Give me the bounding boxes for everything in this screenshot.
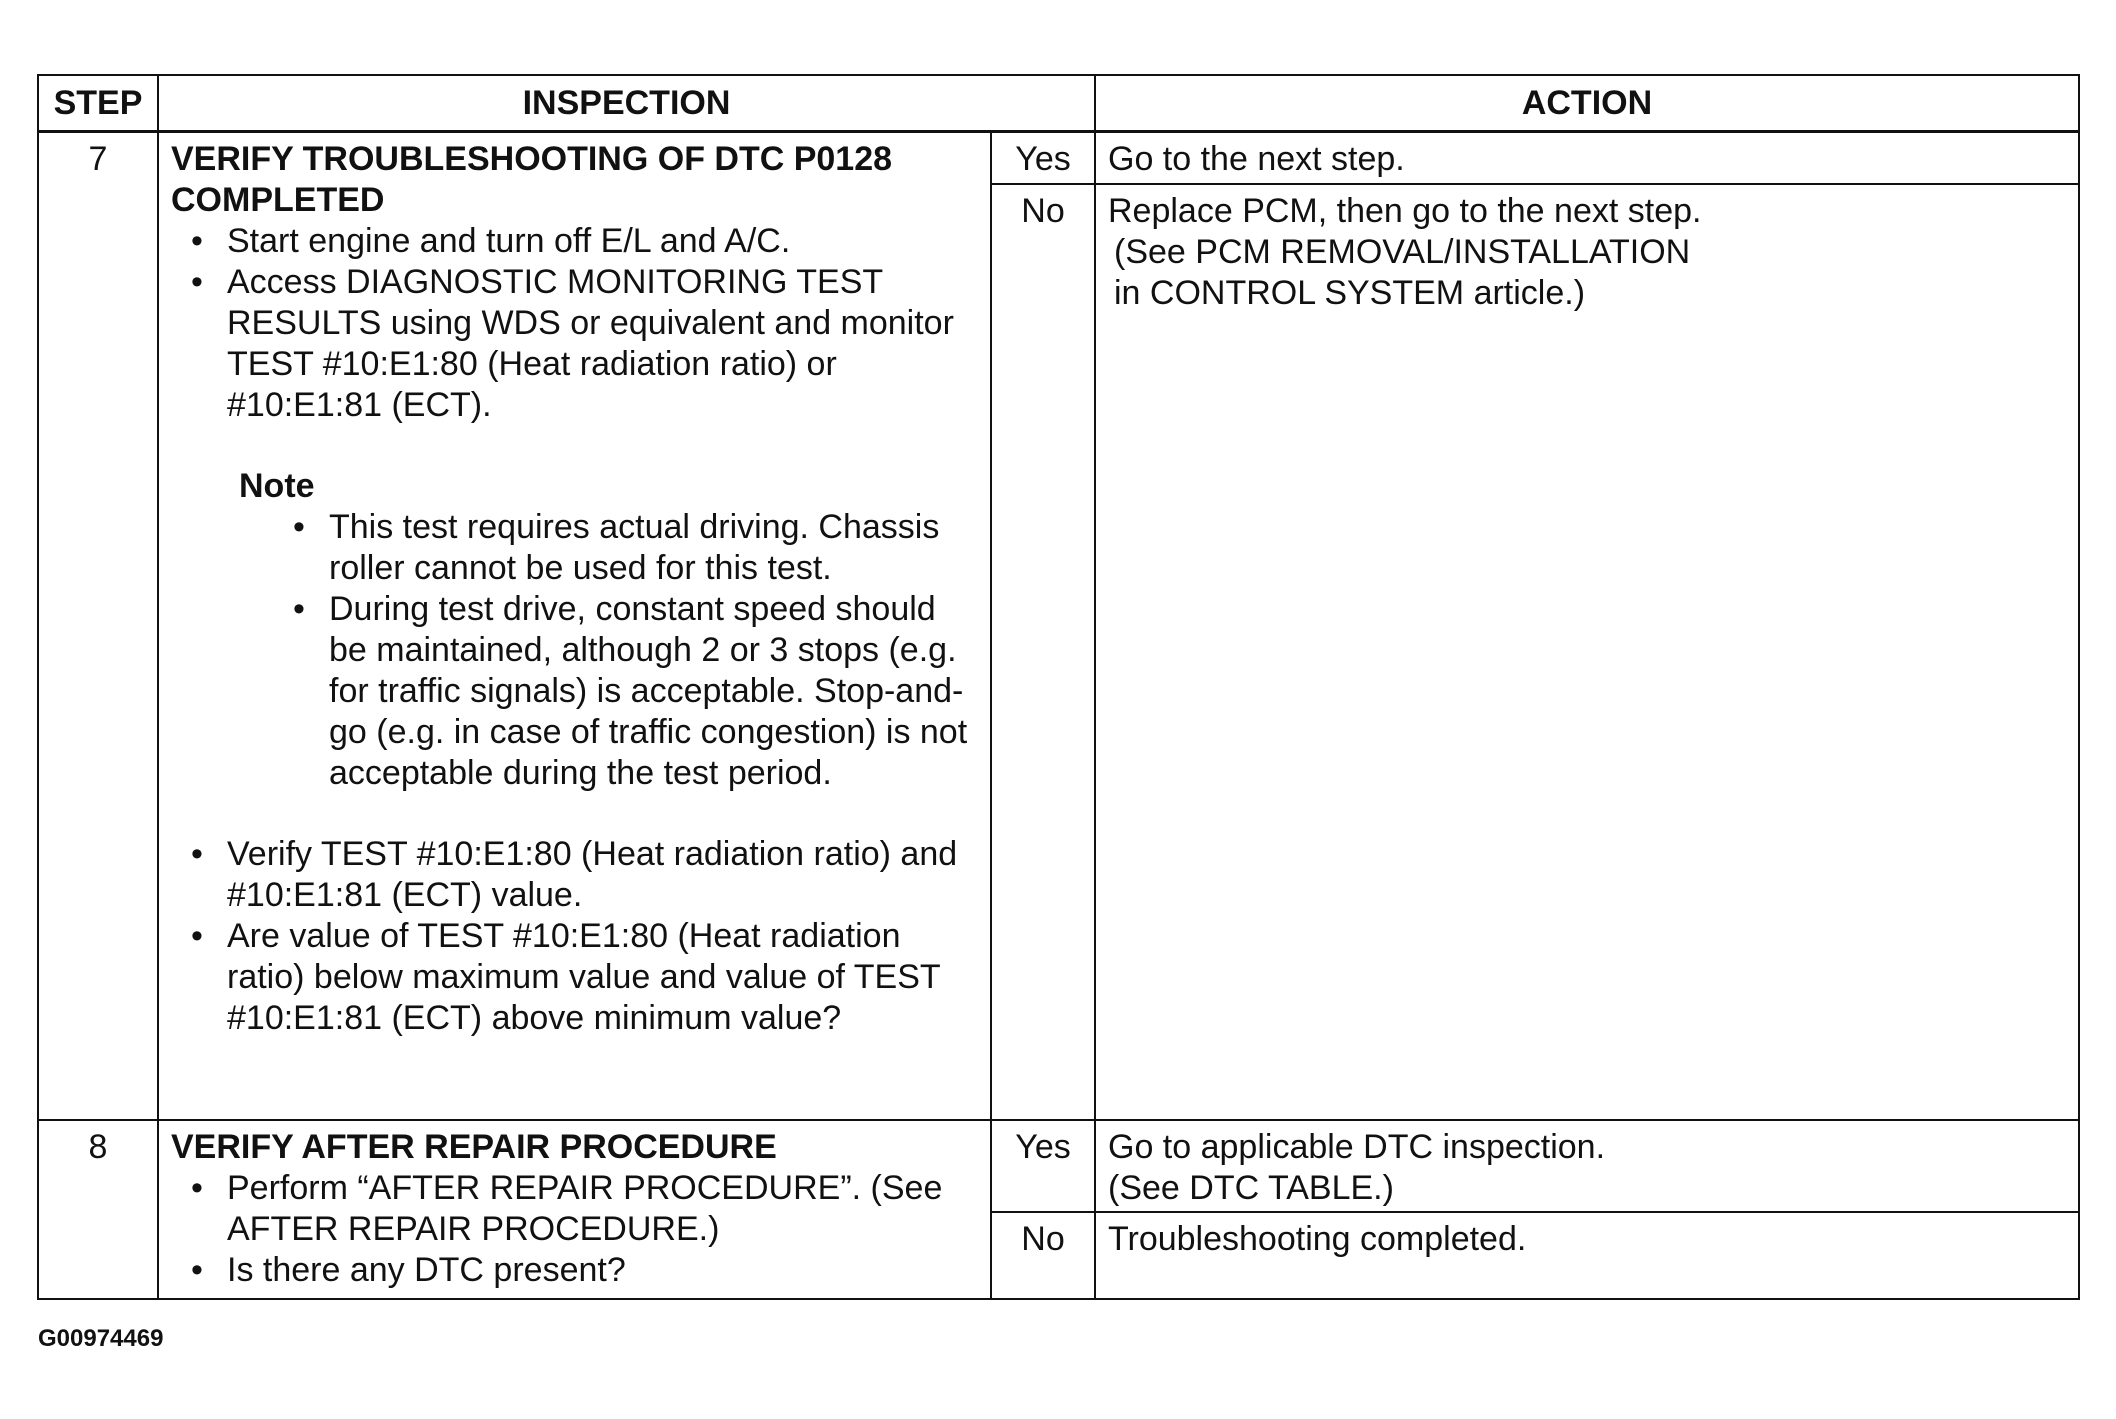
no-action: [1095, 1212, 2079, 1299]
list-item: • Perform “AFTER REPAIR PROCEDURE”. (See AFTER REPAIR PROCEDURE.): [227, 1168, 947, 1250]
action-line: Go to applicable DTC inspection.: [1108, 1127, 1606, 1166]
action-line: Troubleshooting completed.: [1108, 1219, 1527, 1258]
inspection-cell: [158, 132, 991, 1120]
document-id: G00974469: [38, 1325, 164, 1352]
header-step: STEP: [38, 75, 158, 132]
inspection-cell: [158, 1120, 991, 1299]
no-action: [1095, 184, 2079, 1120]
header-action: ACTION: [1095, 75, 2079, 132]
action-line: Replace PCM, then go to the next step.: [1108, 191, 1702, 230]
action-line: Go to the next step.: [1108, 140, 1405, 178]
yes-action: [1095, 132, 2079, 184]
list-item: • Start engine and turn off E/L and A/C.: [227, 221, 980, 262]
action-line: (See PCM REMOVAL/INSTALLATION: [1114, 232, 1691, 271]
bullet-list: [171, 1168, 943, 1291]
bullet-list: [171, 834, 980, 1039]
step-number: 7: [38, 132, 158, 1120]
title-line: COMPLETED: [171, 181, 385, 219]
header-row: [38, 75, 2079, 132]
list-item: • Verify TEST #10:E1:80 (Heat radiation ratio) and #10:E1:81 (ECT) value.: [227, 834, 980, 916]
diagnostic-table: [37, 74, 2080, 1300]
note-block: [239, 466, 980, 794]
title-line: VERIFY TROUBLESHOOTING OF DTC P0128: [171, 140, 893, 178]
inspection-title: [171, 139, 980, 221]
list-item: • Access DIAGNOSTIC MONITORING TEST RESULTS using WDS or equivalent and monitor TEST #10:E1:80 (Heat radiation ratio) or #10:E1:81 (ECT).: [227, 262, 980, 426]
action-line: (See DTC TABLE.): [1108, 1168, 1394, 1207]
no-label: No: [991, 184, 1095, 1120]
step-8-yes-row: [38, 1120, 2079, 1212]
step-number: 8: [38, 1120, 158, 1299]
list-item: • Is there any DTC present?: [227, 1250, 667, 1291]
yes-label: Yes: [991, 1120, 1095, 1212]
bullet-list: [171, 221, 980, 426]
list-item: • During test drive, constant speed should be maintained, although 2 or 3 stops (e.g. for traffic signals) is acceptable. Stop-and-go (e.g. in case of traffic congestion) is not acceptable during the test period.: [329, 589, 980, 794]
note-title: Note: [239, 467, 315, 505]
inspection-title: VERIFY AFTER REPAIR PROCEDURE: [171, 1127, 777, 1166]
note-list: [239, 507, 980, 794]
header-inspection: INSPECTION: [158, 75, 1095, 132]
yes-label: Yes: [991, 132, 1095, 184]
action-line: in CONTROL SYSTEM article.): [1114, 273, 1586, 312]
list-item: • This test requires actual driving. Chassis roller cannot be used for this test.: [329, 507, 980, 589]
yes-action: [1095, 1120, 2079, 1212]
step-7-yes-row: [38, 132, 2079, 184]
no-label: No: [991, 1212, 1095, 1299]
list-item: • Are value of TEST #10:E1:80 (Heat radiation ratio) below maximum value and value of TEST #10:E1:81 (ECT) above minimum value?: [227, 916, 980, 1039]
